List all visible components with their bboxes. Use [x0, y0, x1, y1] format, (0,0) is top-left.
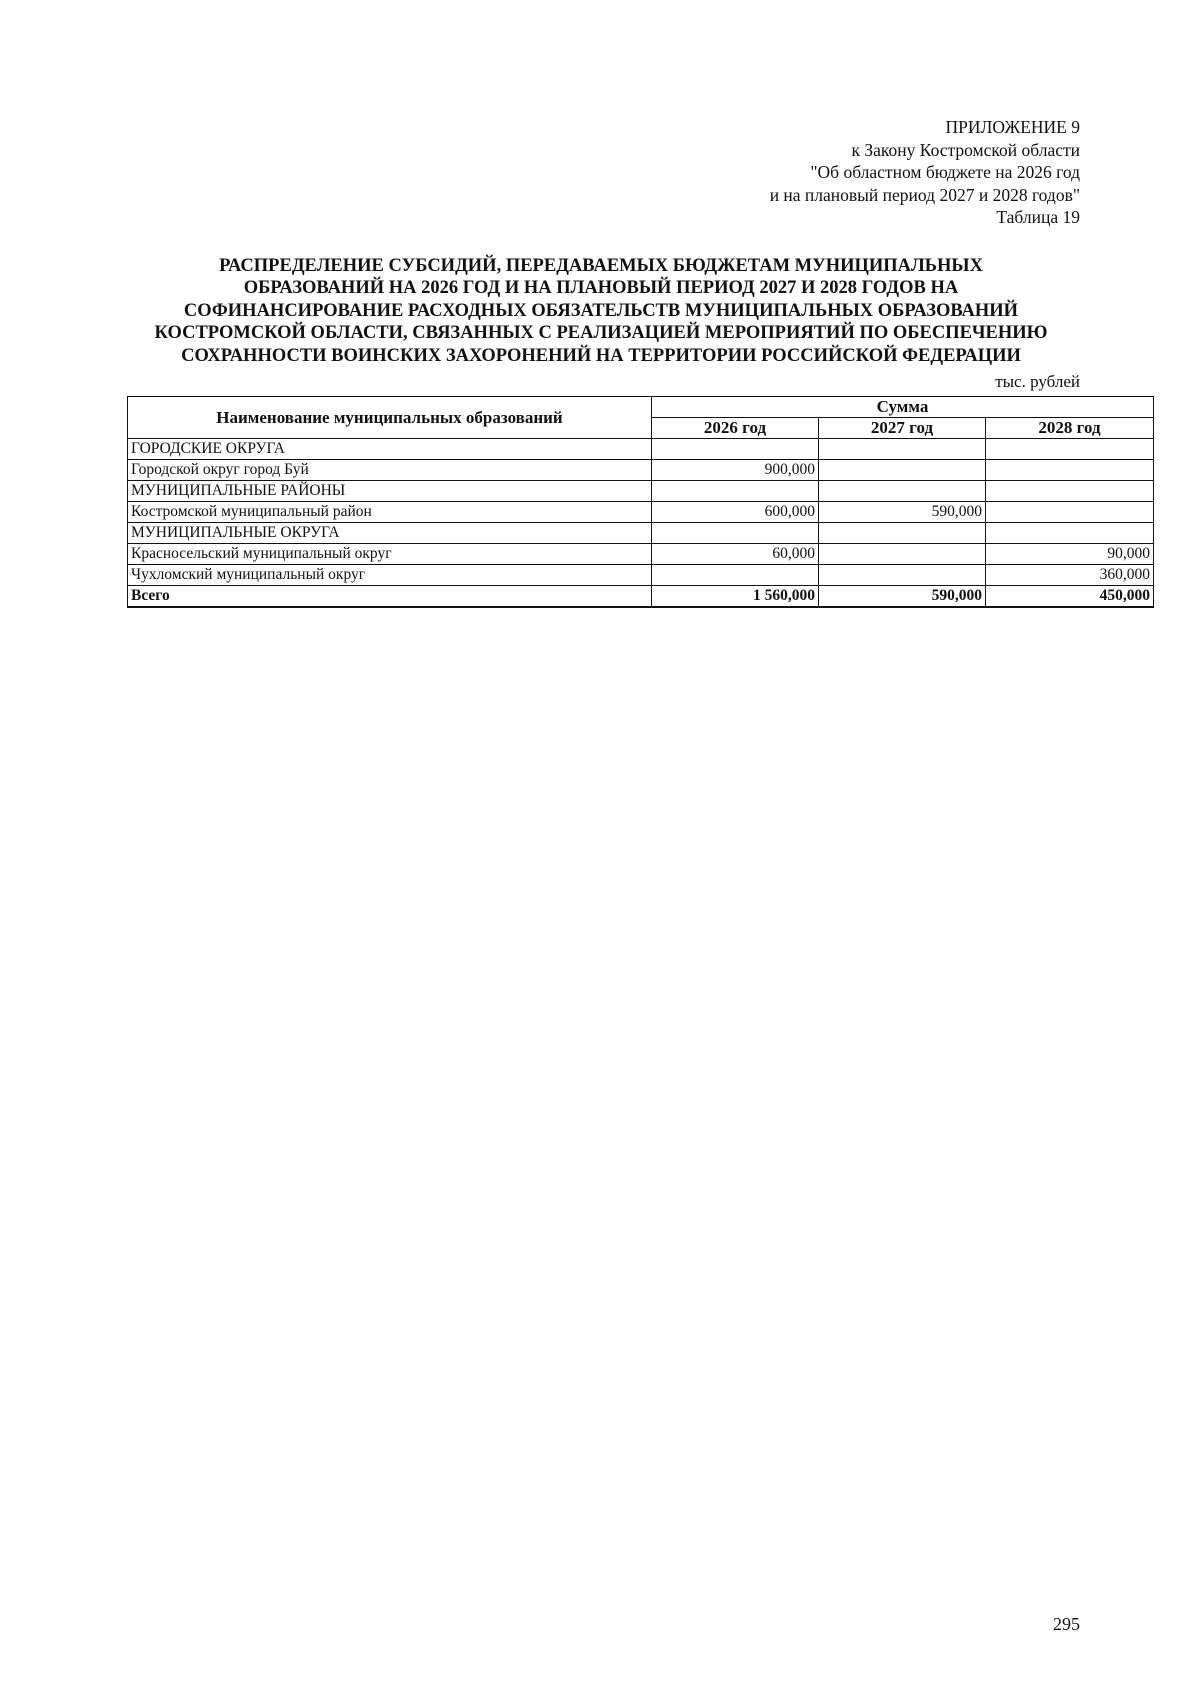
table-row [128, 460, 1154, 481]
year-header-2026: 2026 год [652, 418, 819, 439]
table-row [128, 523, 1154, 544]
total-row [128, 586, 1154, 608]
value-2026 [652, 565, 819, 586]
table-row [128, 481, 1154, 502]
total-2027: 590,000 [819, 586, 986, 608]
value-2027 [819, 481, 986, 502]
value-2027: 590,000 [819, 502, 986, 523]
document-title [126, 255, 1076, 367]
title-line-1: РАСПРЕДЕЛЕНИЕ СУБСИДИЙ, ПЕРЕДАВАЕМЫХ БЮДЖЕТАМ МУНИЦИПАЛЬНЫХ [219, 256, 983, 276]
title-line-5: СОХРАННОСТИ ВОИНСКИХ ЗАХОРОНЕНИЙ НА ТЕРРИТОРИИ РОССИЙСКОЙ ФЕДЕРАЦИИ [181, 345, 1021, 366]
value-2026 [652, 481, 819, 502]
value-2026 [652, 523, 819, 544]
table-number: Таблица 19 [996, 207, 1080, 227]
table-row [128, 439, 1154, 460]
value-2027 [819, 523, 986, 544]
value-2027 [819, 460, 986, 481]
value-2028 [986, 439, 1154, 460]
total-label: Всего [128, 586, 652, 608]
value-2026: 60,000 [652, 544, 819, 565]
row-name: Костромской муниципальный район [128, 502, 652, 523]
value-2028 [986, 460, 1154, 481]
units-label: тыс. рублей [995, 372, 1080, 391]
title-line-4: КОСТРОМСКОЙ ОБЛАСТИ, СВЯЗАННЫХ С РЕАЛИЗАЦИЕЙ МЕРОПРИЯТИЙ ПО ОБЕСПЕЧЕНИЮ [154, 323, 1048, 344]
appendix-header [770, 116, 1080, 229]
title-line-3: СОФИНАНСИРОВАНИЕ РАСХОДНЫХ ОБЯЗАТЕЛЬСТВ МУНИЦИПАЛЬНЫХ ОБРАЗОВАНИЙ [183, 300, 1019, 321]
value-2027 [819, 565, 986, 586]
subsidy-table [127, 396, 1154, 608]
appendix-law-name-line-1: "Об областном бюджете на 2026 год [810, 162, 1080, 182]
table-row [128, 565, 1154, 586]
row-name: МУНИЦИПАЛЬНЫЕ РАЙОНЫ [128, 481, 652, 502]
table-row [128, 502, 1154, 523]
name-column-header: Наименование муниципальных образований [128, 397, 652, 439]
year-header-2027: 2027 год [819, 418, 986, 439]
value-2027 [819, 439, 986, 460]
year-header-2028: 2028 год [986, 418, 1154, 439]
row-name: Городской округ город Буй [128, 460, 652, 481]
table-row [128, 544, 1154, 565]
sum-column-header: Сумма [652, 397, 1154, 418]
appendix-law-line: к Закону Костромской области [851, 139, 1080, 160]
row-name: Чухломский муниципальный округ [128, 565, 652, 586]
value-2028 [986, 502, 1154, 523]
value-2026 [652, 439, 819, 460]
title-line-2: ОБРАЗОВАНИЙ НА 2026 ГОД И НА ПЛАНОВЫЙ ПЕРИОД 2027 И 2028 ГОДОВ НА [243, 278, 959, 299]
value-2026: 600,000 [652, 502, 819, 523]
page-number: 295 [1053, 1614, 1080, 1634]
value-2028 [986, 481, 1154, 502]
value-2028: 90,000 [986, 544, 1154, 565]
value-2028: 360,000 [986, 565, 1154, 586]
appendix-title: ПРИЛОЖЕНИЕ 9 [945, 117, 1080, 137]
total-2026: 1 560,000 [652, 586, 819, 608]
total-2028: 450,000 [986, 586, 1154, 608]
value-2026: 900,000 [652, 460, 819, 481]
row-name: Красносельский муниципальный округ [128, 544, 652, 565]
row-name: МУНИЦИПАЛЬНЫЕ ОКРУГА [128, 523, 652, 544]
value-2028 [986, 523, 1154, 544]
value-2027 [819, 544, 986, 565]
row-name: ГОРОДСКИЕ ОКРУГА [128, 439, 652, 460]
appendix-law-name-line-2: и на плановый период 2027 и 2028 годов" [769, 184, 1080, 205]
